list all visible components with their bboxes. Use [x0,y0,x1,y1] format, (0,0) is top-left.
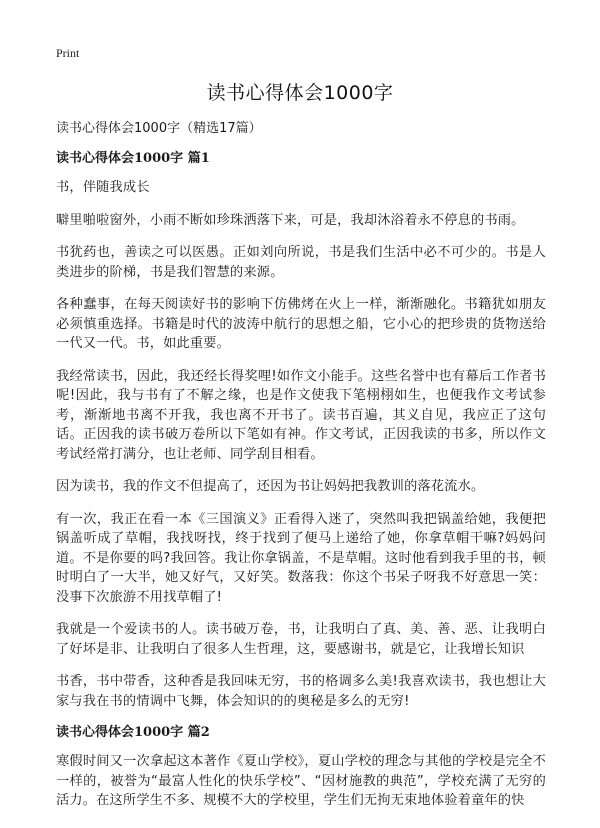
paragraph: 我就是一个爱读书的人。读书破万卷，书，让我明白了真、美、善、恶、让我明白了好坏是非、让我明白了很多人生哲理，这，要感谢书，就是它，让我增长知识 [56,622,546,657]
paragraph: 各种蠢事，在每天阅读好书的影响下仿佛烤在火上一样，渐渐融化。书籍犹如朋友必须慎重选择。书籍是时代的波涛中航行的思想之船，它小心的把珍贵的货物送给一代又一代。书，如此重要。 [56,297,546,351]
section-heading-1: 读书心得体会1000字 篇1 [56,151,210,166]
paragraph: 书犹药也，善读之可以医愚。正如刘向所说，书是我们生活中必不可少的。书是人类进步的阶梯，书是我们智慧的来源。 [56,245,546,280]
paragraph: 噼里啪啦窗外，小雨不断如珍珠洒落下来，可是，我却沐浴着永不停息的书雨。 [56,212,525,228]
paragraph: 因为读书，我的作文不但提高了，还因为书让妈妈把我教训的落花流水。 [56,479,485,494]
paragraph: 书香，书中带香，这种香是我回味无穷，书的格调多么美!我喜欢读书，我也想让大家与我在书的情调中飞舞，体会知识的的奥秘是多么的无穷! [56,674,546,709]
paragraph: 书，伴随我成长 [56,180,150,195]
paragraph: 寒假时间又一次拿起这本著作《夏山学校》，夏山学校的理念与其他的学校是完全不一样的，被誉为“最富人性化的快乐学校”、“因材施教的典范”，学校充满了无穷的活力。在这所学生不多、规模不大的学校里，学生们无拘无束地体验着童年的快 [56,754,546,808]
paragraph: 有一次，我正在看一本《三国演义》正看得入迷了，突然叫我把锅盖给她，我便把锅盖听成了草帽，我找呀找，终于找到了便马上递给了她，你拿草帽干嘛?妈妈问道。不是你要的吗?我回答。我让你拿锅盖，不是草帽。这时他看到我手里的书，顿时明白了一大半，她又好气，又好笑。数落我：你这个书呆子呀我不好意思一笑：没事下次旅游不用找草帽了! [56,511,546,605]
document-title: 读书心得体会1000字 [206,82,394,104]
print-link[interactable]: Print [56,46,80,60]
document-subtitle: 读书心得体会1000字（精选17篇） [56,121,262,136]
paragraph: 我经常读书，因此，我还经长得奖哩!如作文小能手。这些名誉中也有幕后工作者书呢!因此，我与书有了不解之缘，也是作文使我下笔栩栩如生，也便我作文考试参考，渐渐地书离不开我，我也离不开书了。读书百遍，其义自见，我应正了这句话。正因我的读书破万卷所以下笔如有神。作文考试，正因我读的书多，所以作文考试经常打满分，也让老师、同学刮目相看。 [56,368,546,462]
section-heading-2: 读书心得体会1000字 篇2 [56,725,210,740]
document-body [56,120,546,824]
